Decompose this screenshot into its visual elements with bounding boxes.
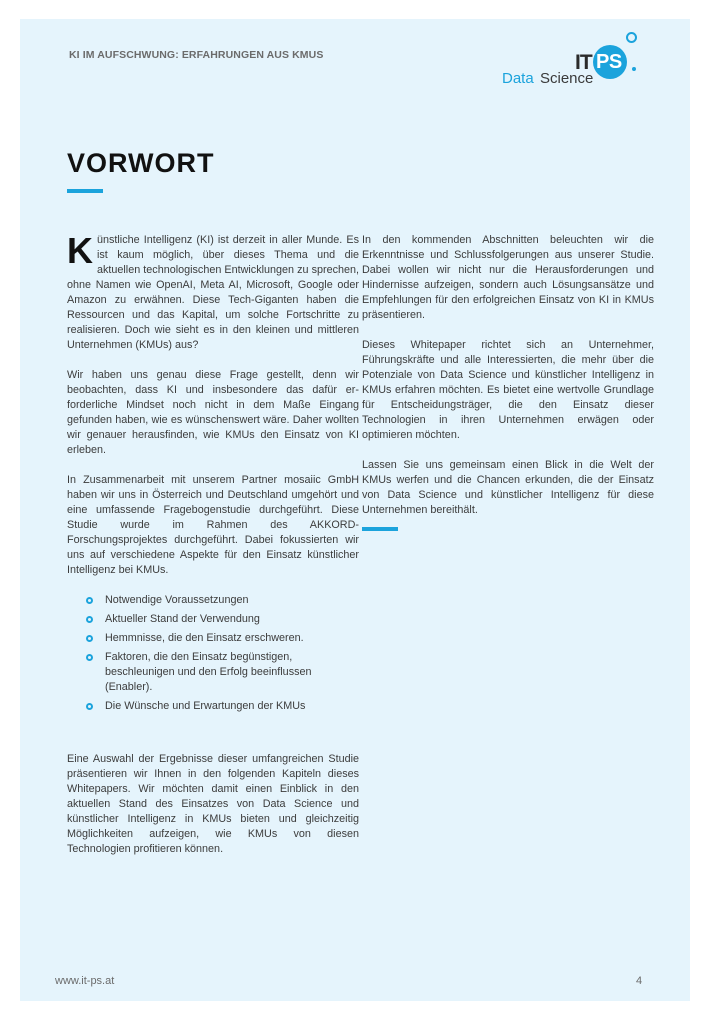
logo-it-text: IT — [575, 51, 592, 74]
logo-data-text: Data — [502, 70, 534, 87]
ring-bullet-icon — [86, 654, 93, 661]
footer-website-link[interactable]: www.it-ps.at — [55, 975, 115, 987]
paragraph: In den kommenden Abschnitten beleuchten wir die Erkenntnisse und Schlussfolgerungen aus unserer Studie. Dabei wollen wir nicht nur die Herausforderungen und Hindernisse aufzeigen, sondern auch Lösungsansätze und Empfehlungen für den erfolgreichen Einsatz von KI in KMUs präsentieren. — [362, 234, 654, 321]
list-item-text: Faktoren, die den Einsatz begünstigen, beschleunigen und den Erfolg beeinflussen (Enabler). — [105, 651, 312, 693]
document-page — [20, 19, 690, 1001]
ring-bullet-icon — [86, 635, 93, 642]
logo-ps-text: PS — [596, 51, 622, 73]
paragraph: Lassen Sie uns gemeinsam einen Blick in die Welt der KMUs werfen und die Chancen erkunden, die der Einsatz von Data Science und künstlicher Intelligenz für diese Unternehmen bereithält. — [362, 459, 654, 516]
aspects-bullet-list — [67, 593, 359, 714]
list-item-text: Die Wünsche und Erwartungen der KMUs — [105, 700, 306, 712]
left-column — [67, 230, 359, 872]
list-item — [86, 650, 359, 695]
page-number: 4 — [636, 975, 643, 987]
list-item — [86, 631, 359, 646]
list-item — [86, 612, 359, 627]
ring-bullet-icon — [86, 616, 93, 623]
logo-ring-icon — [626, 32, 637, 43]
logo-science-text: Science — [540, 70, 594, 87]
ring-bullet-icon — [86, 597, 93, 604]
list-item-text: Hemmnisse, die den Einsatz erschweren. — [105, 632, 304, 644]
intro-paragraph — [67, 230, 359, 353]
paragraph: Eine Auswahl der Ergebnisse dieser umfangreichen Studie präsentieren wir Ihnen in den folgenden Kapiteln dieses Whitepapers. Wir möchten damit einen Einblick in den aktuellen Stand des Einsatzes von Data Science und künstlicher Intelligenz in KMUs bieten und gleichzeitig Möglichkeiten aufzeigen, wie KMUs von diesen Technologien profitieren können. — [67, 753, 359, 855]
right-column — [362, 233, 654, 531]
title-underline-rule — [67, 189, 103, 193]
list-item-text: Aktueller Stand der Verwendung — [105, 613, 260, 625]
paragraph: Dieses Whitepaper richtet sich an Unternehmer, Führungskräfte und alle Interessierten, die mehr über die Potenziale von Data Science und künstlicher Intelligenz in KMUs erfahren möchten. Es bietet eine wertvolle Grundlage für Entscheidungsträger, die den Einsatz dieser Technologien in ihren Unternehmen erwägen oder optimieren möchten. — [362, 339, 654, 441]
page-title: VORWORT — [67, 148, 215, 178]
it-ps-data-science-logo — [502, 29, 662, 89]
intro-paragraph-text: ünstliche Intelligenz (KI) ist derzeit in aller Munde. Es ist kaum möglich, über dieses Thema und die aktuellen technologischen Entwicklungen zu sprechen, ohne Namen wie OpenAI, Meta AI, Microsoft, Google oder Amazon zu erwähnen. Diese Tech-Giganten haben die Ressourcen und das Kapital, um solche Fortschritte zu realisieren. Doch wie sieht es in den kleinen und mittleren Unternehmen (KMUs) aus? — [67, 234, 359, 351]
dropcap-letter: K — [67, 230, 93, 271]
running-header-title: KI IM AUFSCHWUNG: ERFAHRUNGEN AUS KMUS — [69, 49, 324, 61]
list-item-text: Notwendige Voraussetzungen — [105, 594, 249, 606]
paragraph: Wir haben uns genau diese Frage gestellt, denn wir beobachten, dass KI und insbesondere das dafür erforderliche Mindset noch nicht in dem Maße Eingang gefunden haben, wie es wünschenswert wäre. Daher wollten wir genauer herausfinden, wie KMUs den Einsatz von KI erleben. — [67, 369, 359, 456]
logo-dot-icon — [632, 67, 636, 71]
ring-bullet-icon — [86, 703, 93, 710]
closing-rule — [362, 527, 398, 531]
list-item — [86, 593, 359, 608]
list-item — [86, 699, 359, 714]
paragraph: In Zusammenarbeit mit unserem Partner mosaiic GmbH haben wir uns in Österreich und Deutschland umgehört und eine umfassende Fragebogenstudie durchgeführt. Diese Studie wurde im Rahmen des AKKORD-Forschungsprojektes durchgeführt. Dabei fokussierten wir uns auf verschiedene Aspekte für den Einsatz künstlicher Intelligenz bei KMUs. — [67, 474, 359, 576]
